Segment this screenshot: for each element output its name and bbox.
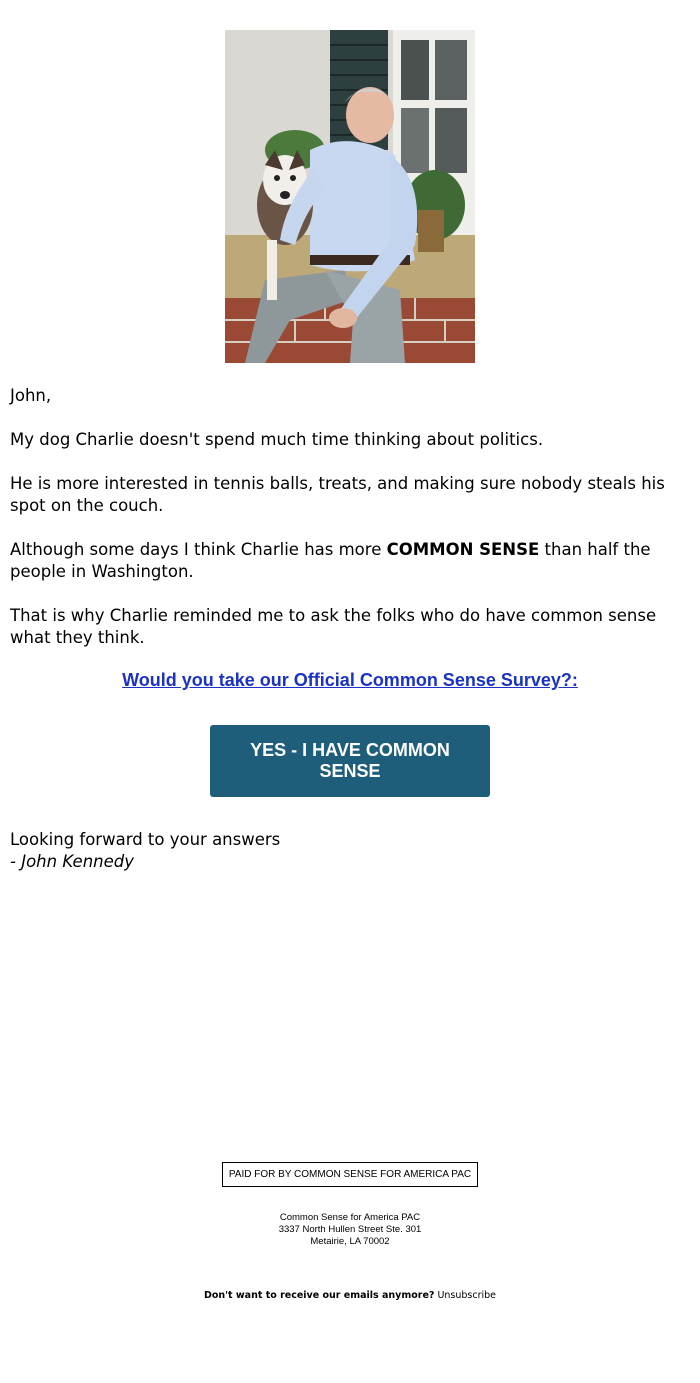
paragraph-1: My dog Charlie doesn't spend much time thinking about politics. bbox=[10, 430, 544, 449]
unsubscribe-question: Don't want to receive our emails anymore? bbox=[203, 1290, 435, 1301]
city-state-zip: Metairie, LA 70002 bbox=[310, 1236, 390, 1247]
unsubscribe-link[interactable]: Unsubscribe bbox=[437, 1290, 497, 1301]
paragraph-3 bbox=[10, 539, 695, 583]
man-with-dog-photo bbox=[225, 30, 475, 363]
paragraph-2: He is more interested in tennis balls, treats, and making sure nobody steals his spot on the couch. bbox=[10, 474, 665, 515]
paragraph-4: That is why Charlie reminded me to ask the folks who do have common sense what they think. bbox=[10, 606, 657, 647]
signature: - John Kennedy bbox=[10, 852, 135, 871]
org-name: Common Sense for America PAC bbox=[279, 1212, 421, 1223]
common-sense-emphasis: COMMON SENSE bbox=[386, 540, 540, 559]
yes-common-sense-button[interactable] bbox=[210, 725, 490, 797]
paid-for-disclaimer bbox=[222, 1162, 478, 1187]
paid-for-text: PAID FOR BY COMMON SENSE FOR AMERICA PAC bbox=[228, 1169, 472, 1180]
unsubscribe-line bbox=[0, 1290, 700, 1301]
footer-address bbox=[0, 1212, 700, 1248]
yes-common-sense-button-label: YES - I HAVE COMMON SENSE bbox=[250, 740, 450, 781]
paragraph-3-start: Although some days I think Charlie has more bbox=[10, 540, 387, 559]
street-address: 3337 North Hullen Street Ste. 301 bbox=[278, 1224, 422, 1235]
signoff: Looking forward to your answers bbox=[10, 830, 281, 849]
greeting: John, bbox=[10, 386, 52, 405]
survey-link[interactable]: Would you take our Official Common Sense Survey?: bbox=[122, 670, 578, 690]
paragraph-3-end: than half the people in Washington. bbox=[10, 540, 651, 581]
hero-photo bbox=[225, 30, 475, 363]
